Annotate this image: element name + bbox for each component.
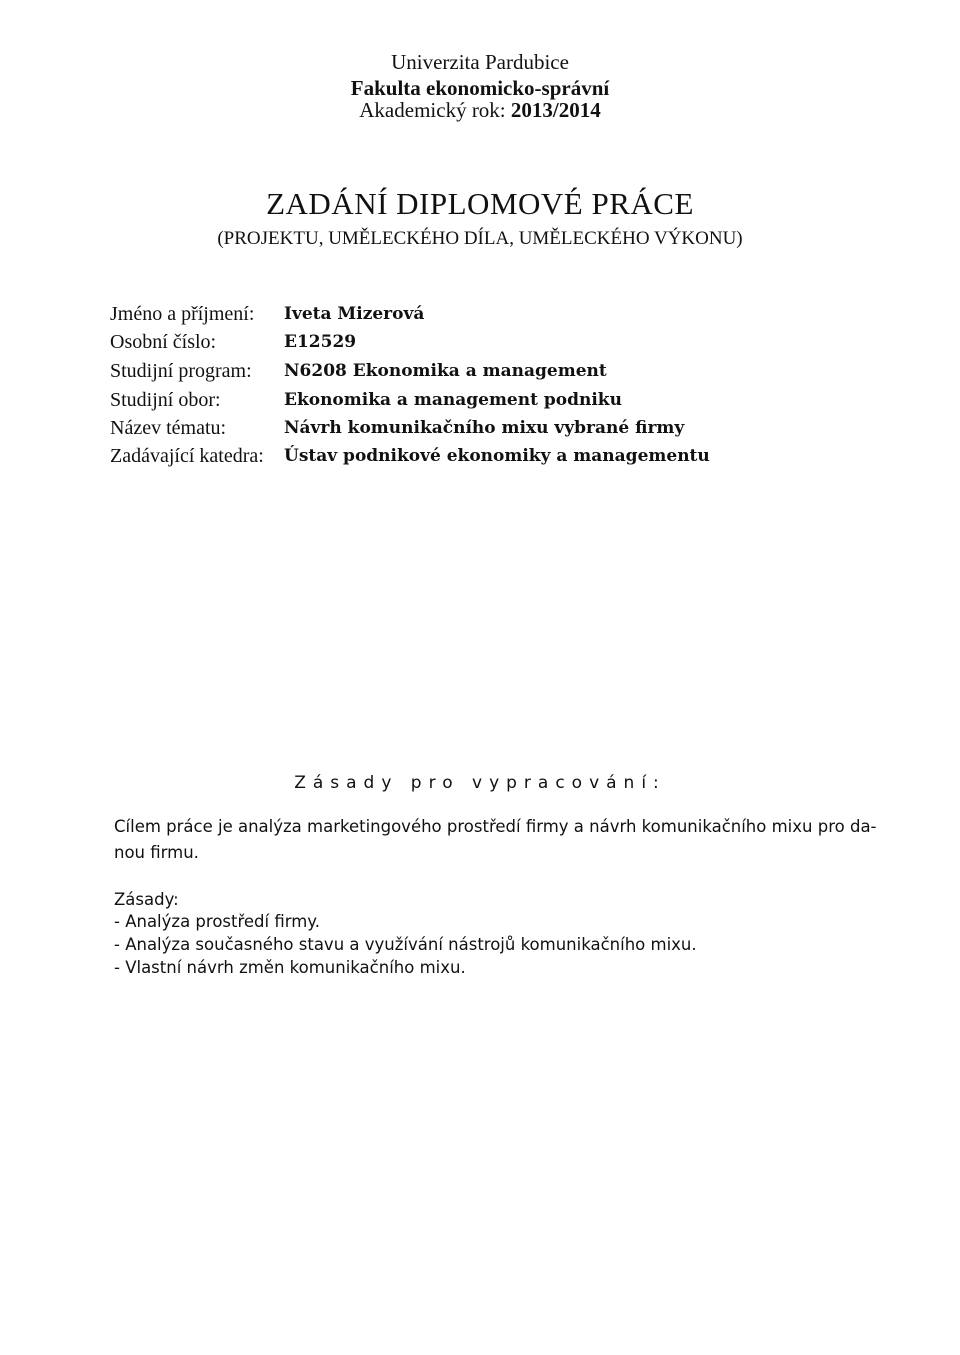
field-label-name: Jméno a příjmení: [110, 303, 255, 325]
page-subtitle: (PROJEKTU, UMĚLECKÉHO DÍLA, UMĚLECKÉHO VÝKONU) [217, 228, 743, 249]
field-label-department: Zadávající katedra: [110, 445, 264, 467]
section-heading: Zásady pro vypracování: [294, 773, 666, 793]
academic-year-value: 2013/2014 [510, 98, 601, 122]
field-label-personal-number: Osobní číslo: [110, 331, 217, 353]
academic-year [0, 97, 960, 123]
field-value-study-program: N6208 Ekonomika a management [284, 361, 607, 381]
academic-year-label: Akademický rok: [359, 98, 506, 122]
principle-item: - Vlastní návrh změn komunikačního mixu. [114, 958, 466, 977]
goal-text-line-1: Cílem práce je analýza marketingového prostředí firmy a návrh komunikačního mixu pro da- [114, 817, 877, 836]
field-label-study-program: Studijní program: [110, 360, 252, 382]
principle-item: - Analýza prostředí firmy. [114, 912, 320, 931]
goal-text-line-2: nou firmu. [114, 843, 199, 862]
field-value-department: Ústav podnikové ekonomiky a managementu [284, 446, 710, 466]
page-title: ZADÁNÍ DIPLOMOVÉ PRÁCE [266, 186, 694, 221]
field-value-study-field: Ekonomika a management podniku [284, 390, 622, 410]
faculty-name: Fakulta ekonomicko-správní [350, 76, 610, 100]
university-name: Univerzita Pardubice [391, 50, 569, 74]
field-label-topic: Název tématu: [110, 417, 227, 439]
field-value-topic: Návrh komunikačního mixu vybrané firmy [284, 418, 685, 438]
field-label-study-field: Studijní obor: [110, 389, 221, 411]
principles-heading: Zásady: [114, 890, 179, 909]
field-value-personal-number: E12529 [284, 332, 357, 352]
field-value-name: Iveta Mizerová [284, 304, 425, 324]
principle-item: - Analýza současného stavu a využívání nástrojů komunikačního mixu. [114, 935, 697, 954]
